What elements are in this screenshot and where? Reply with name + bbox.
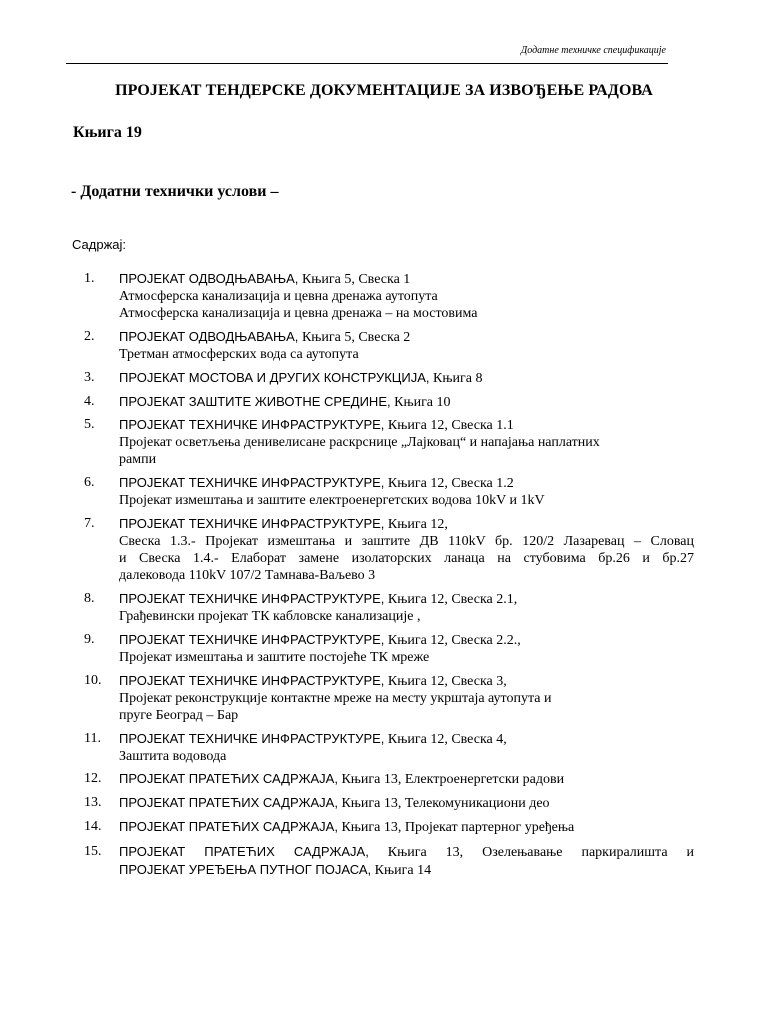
item-heading <box>119 672 694 690</box>
item-description-line: Заштита водовода <box>119 749 227 764</box>
item-heading <box>119 770 694 788</box>
item-body <box>119 416 694 468</box>
item-description-line: Пројекат измештања и заштите електроенергетских водова 10kV и 1kV <box>119 493 545 508</box>
item-heading-reference: Књига 13, Озелењавање паркиралишта и <box>368 845 694 860</box>
item-body <box>119 843 694 879</box>
item-heading-reference: Књига 5, Свеска 2 <box>298 330 411 345</box>
item-heading <box>119 631 694 649</box>
item-description-line: Свеска 1.3.- Пројекат измештања и заштите ДВ 110kV бр. 120/2 Лазаревац – Словац <box>119 534 694 549</box>
item-heading <box>119 393 694 411</box>
item-heading-title: ПРОЈЕКАТ ТЕХНИЧКЕ ИНФРАСТРУКТУРЕ, <box>119 516 385 531</box>
item-heading <box>119 328 694 346</box>
item-number: 7. <box>84 516 95 531</box>
item-number: 5. <box>84 417 95 432</box>
item-heading <box>119 369 694 387</box>
item-heading <box>119 843 694 861</box>
item-description-text: Књига 14 <box>374 863 432 878</box>
item-number: 6. <box>84 475 95 490</box>
item-number: 15. <box>84 844 102 859</box>
item-heading <box>119 474 694 492</box>
item-heading-title: ПРОЈЕКАТ ТЕХНИЧКЕ ИНФРАСТРУКТУРЕ, <box>119 417 385 432</box>
item-heading-title: ПРОЈЕКАТ ОДВОДЊАВАЊА, <box>119 329 299 344</box>
item-description-line: и Свеска 1.4.- Елаборат замене изолаторских ланаца на стубовима бр.26 и бр.27 <box>119 551 694 566</box>
item-body <box>119 672 694 724</box>
item-heading-title: ПРОЈЕКАТ МОСТОВА И ДРУГИХ КОНСТРУКЦИЈА, <box>119 370 430 385</box>
header-rule <box>66 63 668 64</box>
item-heading-reference: Књига 12, Свеска 1.1 <box>384 418 514 433</box>
item-description-line: Пројекат реконструкције контактне мреже на месту укрштаја аутопута и <box>119 691 552 706</box>
item-heading-title: ПРОЈЕКАТ ТЕХНИЧКЕ ИНФРАСТРУКТУРЕ, <box>119 731 385 746</box>
item-heading-reference: Књига 13, Телекомуникациони део <box>337 796 550 811</box>
item-heading-reference: Књига 12, Свеска 4, <box>384 732 507 747</box>
book-number: Књига 19 <box>73 124 142 141</box>
item-body <box>119 818 694 836</box>
item-description-line: пруге Београд – Бар <box>119 708 239 723</box>
item-heading <box>119 590 694 608</box>
item-description-line: Пројекат осветљења денивелисане раскрснице „Лајковац“ и напајања наплатних <box>119 435 600 450</box>
item-number: 1. <box>84 271 95 286</box>
item-description-line <box>119 861 694 879</box>
item-heading-title: ПРОЈЕКАТ ПРАТЕЋИХ САДРЖАЈА, <box>119 819 338 834</box>
item-body <box>119 730 694 765</box>
contents-label: Садржај: <box>72 237 127 252</box>
item-heading-title: ПРОЈЕКАТ ПРАТЕЋИХ САДРЖАЈА, <box>119 844 369 859</box>
item-description-line: Атмосферска канализација и цевна дренажа аутопута <box>119 289 438 304</box>
item-heading <box>119 515 694 533</box>
item-number: 13. <box>84 795 102 810</box>
item-heading-reference: Књига 12, <box>384 517 448 532</box>
item-body <box>119 393 694 411</box>
item-heading-title: ПРОЈЕКАТ ЗАШТИТЕ ЖИВОТНЕ СРЕДИНЕ, <box>119 394 391 409</box>
item-heading <box>119 818 694 836</box>
item-body <box>119 369 694 387</box>
item-number: 4. <box>84 394 95 409</box>
item-heading-title: ПРОЈЕКАТ ТЕХНИЧКЕ ИНФРАСТРУКТУРЕ, <box>119 475 385 490</box>
item-description-text: ПРОЈЕКАТ УРЕЂЕЊА ПУТНОГ ПОЈАСА, <box>119 862 372 877</box>
running-header: Додатне техничке спецификације <box>520 45 666 56</box>
document-subtitle: - Додатни технички услови – <box>71 183 279 200</box>
item-description-line: далековода 110kV 107/2 Тамнава-Ваљево 3 <box>119 568 376 583</box>
item-body <box>119 270 694 322</box>
item-heading-reference: Књига 12, Свеска 3, <box>384 674 507 689</box>
item-heading <box>119 416 694 434</box>
item-heading <box>119 730 694 748</box>
item-number: 3. <box>84 370 95 385</box>
item-number: 2. <box>84 329 95 344</box>
item-number: 11. <box>84 731 101 746</box>
item-heading-reference: Књига 12, Свеска 1.2 <box>384 476 514 491</box>
item-description-line: рампи <box>119 452 157 467</box>
item-heading-reference: Књига 13, Пројекат партерног уређења <box>337 820 575 835</box>
item-number: 10. <box>84 673 102 688</box>
item-body <box>119 770 694 788</box>
item-description-line: Грађевински пројекат ТК кабловске канализације , <box>119 609 421 624</box>
item-heading-reference: Књига 12, Свеска 2.1, <box>384 592 518 607</box>
item-number: 14. <box>84 819 102 834</box>
item-heading-title: ПРОЈЕКАТ ТЕХНИЧКЕ ИНФРАСТРУКТУРЕ, <box>119 673 385 688</box>
item-heading-title: ПРОЈЕКАТ ПРАТЕЋИХ САДРЖАЈА, <box>119 795 338 810</box>
item-body <box>119 794 694 812</box>
item-body <box>119 474 694 509</box>
item-heading-reference: Књига 5, Свеска 1 <box>298 272 411 287</box>
item-heading-title: ПРОЈЕКАТ ПРАТЕЋИХ САДРЖАЈА, <box>119 771 338 786</box>
item-body <box>119 328 694 363</box>
item-heading-reference: Књига 8 <box>429 371 483 386</box>
item-description-line: Пројекат измештања и заштите постојеће ТК мреже <box>119 650 430 665</box>
item-heading-reference: Књига 10 <box>390 395 451 410</box>
item-body <box>119 515 694 584</box>
item-heading-title: ПРОЈЕКАТ ТЕХНИЧКЕ ИНФРАСТРУКТУРЕ, <box>119 632 385 647</box>
item-heading <box>119 270 694 288</box>
item-body <box>119 631 694 666</box>
item-number: 8. <box>84 591 95 606</box>
item-number: 12. <box>84 771 102 786</box>
item-number: 9. <box>84 632 95 647</box>
item-heading-title: ПРОЈЕКАТ ТЕХНИЧКЕ ИНФРАСТРУКТУРЕ, <box>119 591 385 606</box>
item-heading-reference: Књига 13, Електроенергетски радови <box>337 772 565 787</box>
item-body <box>119 590 694 625</box>
item-heading-title: ПРОЈЕКАТ ОДВОДЊАВАЊА, <box>119 271 299 286</box>
item-heading-reference: Књига 12, Свеска 2.2., <box>384 633 521 648</box>
item-heading <box>119 794 694 812</box>
item-description-line: Атмосферска канализација и цевна дренажа – на мостовима <box>119 306 478 321</box>
item-description-line: Третман атмосферских вода са аутопута <box>119 347 359 362</box>
document-title: ПРОЈЕКАТ ТЕНДЕРСКЕ ДОКУМЕНТАЦИЈЕ ЗА ИЗВОЂЕЊЕ РАДОВА <box>115 82 653 99</box>
